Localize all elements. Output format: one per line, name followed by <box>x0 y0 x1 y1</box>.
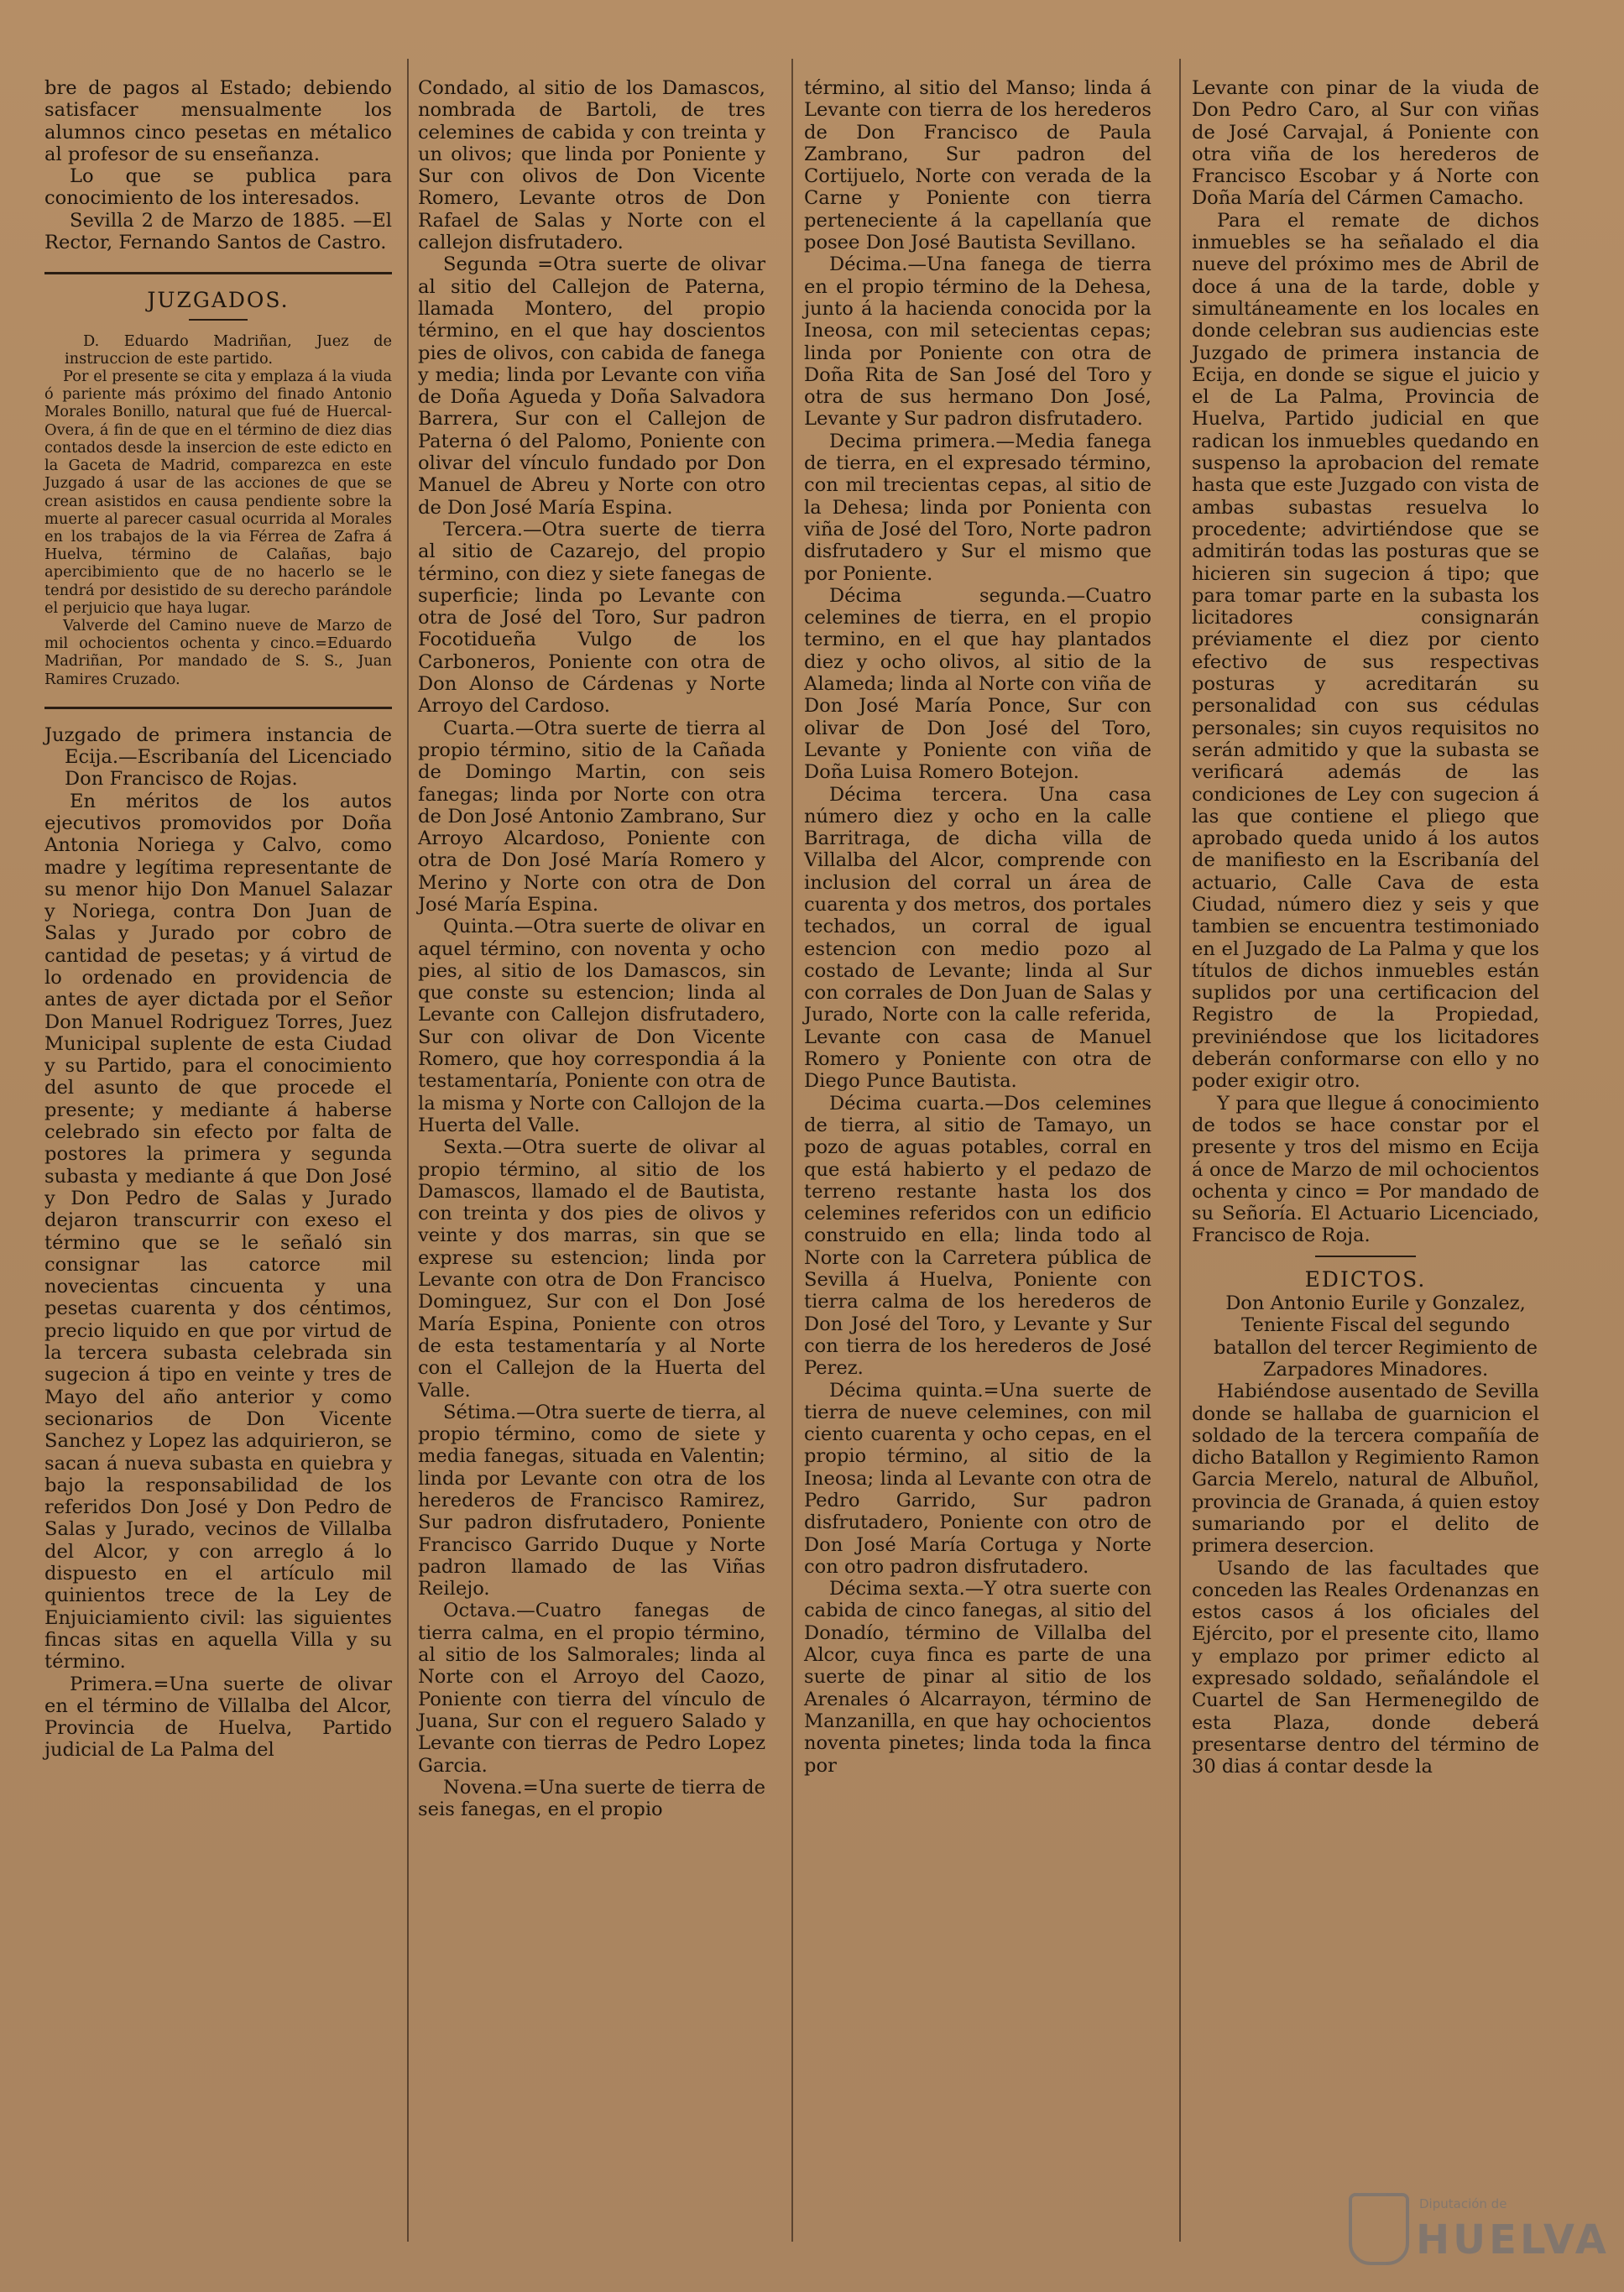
paragraph: Lo que se publica para conocimiento de los interesados. <box>44 165 392 210</box>
column-3 <box>804 77 1151 1777</box>
section-heading: EDICTOS. <box>1304 1266 1427 1292</box>
paragraph: bre de pagos al Estado; debiendo satisfacer mensualmente los alumnos cinco pesetas en métalico al profesor de su enseñanza. <box>44 77 392 165</box>
watermark-text: HUELVA <box>1416 2216 1610 2263</box>
section-divider <box>1315 1256 1416 1257</box>
notice-title: Juzgado de primera instancia de Ecija.—Escribanía del Licenciado Don Francisco de Rojas. <box>44 723 392 791</box>
paragraph: Cuarta.—Otra suerte de tierra al propio término, sitio de la Cañada de Domingo Martin, con seis fanegas; linda por Norte con otra de Don José Antonio Zambrano, Sur Arroyo Alcardoso, Poniente con otra de Don José María Romero y Merino y Norte con otra de Don José María Espina. <box>418 717 765 916</box>
paragraph: Décima cuarta.—Dos celemines de tierra, al sitio de Tamayo, un pozo de aguas potables, corral en que está habierto y el pedazo de terreno restante hasta los dos celemines referidos con un edificio construido en ella; linda todo al Norte con la Carretera pública de Sevilla á Huelva, Poniente con tierra calma de los herederos de Don José del Toro, y Levante y Sur con tierra de los herederos de José Perez. <box>804 1092 1151 1380</box>
paragraph: Valverde del Camino nueve de Marzo de mil ochocientos ochenta y cinco.=Eduardo Madriñan, Por mandado de S. S., Juan Ramires Cruzado. <box>44 616 392 688</box>
paragraph: Segunda =Otra suerte de olivar al sitio del Callejon de Paterna, llamada Montero, del propio término, en el que hay doscientos pies de olivos, con cabida de fanega y media; linda por Levante con viña de Doña Agueda y Doña Salvadora Barrera, Sur con el Callejon de Paterna ó del Palomo, Poniente con olivar del vínculo fundado por Don Manuel de Abreu y Norte con otro de Don José María Espina. <box>418 253 765 519</box>
paragraph: Usando de las facultades que conceden las Reales Ordenanzas en estos casos á los oficiales del Ejército, por el presente cito, llamo y emplazo por primer edicto al expresado soldado, señalándole el Cuartel de San Hermenegildo de esta Plaza, donde deberá presentarse dentro del término de 30 dias á contar desde la <box>1192 1557 1539 1778</box>
notice-title: Don Antonio Eurile y Gonzalez, Teniente Fiscal del segundo batallon del tercer Regimiento de Zarpadores Minadores. <box>1213 1292 1538 1381</box>
paragraph: Sexta.—Otra suerte de olivar al propio término, al sitio de los Damascos, llamado el de Bautista, con treinta y dos pies de olivos y veinte y dos marras, sin que se exprese su estencion; linda por Levante con otra de Don Francisco Dominguez, Sur con el Don José María Espina, Poniente con otros de esta testamentaría y al Norte con el Callejon de la Huerta del Valle. <box>418 1136 765 1402</box>
paragraph: Condado, al sitio de los Damascos, nombrada de Bartoli, de tres celemines de cabida y con treinta y un olivos; que linda por Poniente y Sur con olivos de Don Vicente Romero, Levante otros de Don Rafael de Salas y Norte con el callejon disfrutadero. <box>418 77 765 254</box>
column-4 <box>1192 77 1539 1778</box>
column-rule <box>1179 59 1181 2242</box>
paragraph: Novena.=Una suerte de tierra de seis fanegas, en el propio <box>418 1776 765 1821</box>
paragraph: Décima quinta.=Una suerte de tierra de nueve celemines, con mil ciento cuarenta y ocho cepas, en el propio término, al sitio de la Ineosa; linda al Levante con otra de Pedro Garrido, Sur padron disfrutadero, Poniente con otro de Don José María Cortuga y Norte con otro padron disfrutadero. <box>804 1379 1151 1578</box>
signature-paragraph: Sevilla 2 de Marzo de 1885. —El Rector, Fernando Santos de Castro. <box>44 209 392 254</box>
paragraph: Para el remate de dichos inmuebles se ha señalado el dia nueve del próximo mes de Abril de doce á una de la tarde, doble y simultáneamente en los locales en donde celebran sus audiencias este Juzgado de primera instancia de Ecija, en donde se sigue el juicio y el de La Palma, Provincia de Huelva, Partido judicial en que radican los inmuebles quedando en suspenso la aprobacion del remate hasta que este Juzgado con vista de ambas subastas resuelva lo procedente; advirtiéndose que se admitirán todas las posturas que se hicieren sin sugecion á tipo; que para tomar parte en la subasta los licitadores consignarán préviamente el diez por ciento efectivo de sus respectivas posturas y acreditarán su personalidad con sus cédulas personales; sin cuyos requisitos no serán admitido y que la subasta se verificará además de las condiciones de Ley con sugecion á las que contiene el pliego que aprobado queda unido á los autos de manifiesto en la Escribanía del actuario, Calle Cava de esta Ciudad, número diez y seis y que tambien se encuentra testimoniado en el Juzgado de La Palma y que los títulos de dichos inmuebles están suplidos por una certificacion del Registro de la Propiedad, previniéndose que los licitadores deberán conformarse con ello y no poder exigir otro. <box>1192 209 1539 1093</box>
heading-underline <box>189 319 248 321</box>
paragraph: Décima.—Una fanega de tierra en el propio término de la Dehesa, junto á la hacienda conocida por la Ineosa, con mil setecientas cepas; linda por Poniente con otra de Doña Rita de San José del Toro y otra de sus hermano Don José, Levante y Sur padron disfrutadero. <box>804 253 1151 431</box>
paragraph: Decima primera.—Media fanega de tierra, en el expresado término, con mil trecientas cepas, al sitio de la Dehesa; linda por Ponienta con viña de José del Toro, Norte padron disfrutadero y Sur el mismo que por Poniente. <box>804 430 1151 585</box>
paragraph: Levante con pinar de la viuda de Don Pedro Caro, al Sur con viñas de José Carvajal, á Poniente con otra viña de los herederos de Francisco Escobar y á Norte con Doña María del Cármen Camacho. <box>1192 77 1539 210</box>
notice-title: D. Eduardo Madriñan, Juez de instruccion de este partido. <box>65 332 392 368</box>
paragraph: Décima sexta.—Y otra suerte con cabida de cinco fanegas, al sitio del Donadío, término de Villalba del Alcor, cuya finca es parte de una suerte de pinar al sitio de los Arenales ó Alcarrayon, término de Manzanilla, en que hay ochocientos noventa pinetes; linda toda la finca por <box>804 1578 1151 1777</box>
column-rule <box>407 59 409 2242</box>
section-divider <box>44 707 392 709</box>
watermark-small-text: Diputación de <box>1419 2196 1507 2211</box>
paragraph: Quinta.—Otra suerte de olivar en aquel término, con noventa y ocho pies, al sitio de los Damascos, sin que conste su estencion; linda al Levante con Callejon disfrutadero, Sur con olivar de Don Vicente Romero, que hoy correspondia á la testamentaría, Poniente con otra de la misma y Norte con Callojon de la Huerta del Valle. <box>418 916 765 1136</box>
paragraph: Y para que llegue á conocimiento de todos se hace constar por el presente y tros del mismo en Ecija á once de Marzo de mil ochocientos ochenta y cinco = Por mandado de su Señoría. El Actuario Licenciado, Francisco de Roja. <box>1192 1092 1539 1247</box>
paragraph: Primera.=Una suerte de olivar en el término de Villalba del Alcor, Provincia de Huelva, Partido judicial de La Palma del <box>44 1673 392 1762</box>
paragraph: Por el presente se cita y emplaza á la viuda ó pariente más próximo del finado Antonio Morales Bonillo, natural que fué de Huercal-Overa, á fin de que en el término de diez dias contados desde la insercion de este edicto en la Gaceta de Madrid, comparezca en este Juzgado á usar de las acciones de que se crean asistidos en causa pendiente sobre la muerte al parecer casual ocurrida al Morales en los trabajos de la via Férrea de Zafra á Huelva, término de Calañas, bajo apercibimiento que de no hacerlo se le tendrá por desistido de su derecho parándole el perjuicio que haya lugar. <box>44 368 392 617</box>
section-divider <box>44 272 392 274</box>
paragraph: término, al sitio del Manso; linda á Levante con tierra de los herederos de Don Francisco de Paula Zambrano, Sur padron del Cortijuelo, Norte con verada de la Carne y Poniente con tierra perteneciente á la capellanía que posee Don José Bautista Sevillano. <box>804 77 1151 254</box>
paragraph: Décima tercera. Una casa número diez y ocho en la calle Barritraga, de dicha villa de Villalba del Alcor, comprende con inclusion del corral un área de cuarenta y dos metros, dos portales techados, un corral de igual estencion con medio pozo al costado de Levante; linda al Sur con corrales de Don Juan de Salas y Jurado, Norte con la calle referida, Levante con casa de Manuel Romero y Poniente con otra de Diego Punce Bautista. <box>804 783 1151 1093</box>
section-heading: JUZGADOS. <box>147 288 290 313</box>
column-rule <box>791 59 793 2242</box>
column-1 <box>44 77 392 1762</box>
paragraph: Tercera.—Otra suerte de tierra al sitio de Cazarejo, del propio término, con diez y siete fanegas de superficie; linda po Levante con otra de José del Toro, Sur padron Focotidueña Vulgo de los Carboneros, Poniente con otra de Don Alonso de Cárdenas y Norte Arroyo del Cardoso. <box>418 518 765 718</box>
paragraph: Habiéndose ausentado de Sevilla donde se hallaba de guarnicion el soldado de la tercera compañía de dicho Batallon y Regimiento Ramon Garcia Merelo, natural de Albuñol, provincia de Granada, á quien estoy sumariando por el delito de primera desercion. <box>1192 1381 1540 1558</box>
paragraph: Octava.—Cuatro fanegas de tierra calma, en el propio término, al sitio de los Salmorales; linda al Norte con el Arroyo del Caozo, Poniente con tierra del vínculo de Juana, Sur con el reguero Salado y Levante con tierras de Pedro Lopez Garcia. <box>418 1600 765 1777</box>
column-2 <box>418 77 765 1820</box>
notice-block <box>44 332 392 688</box>
archive-watermark-logo <box>1349 2186 1610 2267</box>
coat-of-arms-icon <box>1349 2193 1409 2265</box>
paragraph: En méritos de los autos ejecutivos promovidos por Doña Antonia Noriega y Calvo, como madre y legítima representante de su menor hijo Don Manuel Salazar y Noriega, contra Don Juan de Salas y Jurado por cobro de cantidad de pesetas; y á virtud de lo ordenado en providencia de antes de ayer dictada por el Señor Don Manuel Rodriguez Torres, Juez Municipal suplente de esta Ciudad y su Partido, para el conocimiento del asunto de que procede el presente; y mediante á haberse celebrado sin efecto por falta de postores la primera y segunda subasta y mediante á que Don José y Don Pedro de Salas y Jurado dejaron transcurrir con exeso el término que se le señaló sin consignar las catorce mil novecientas cincuenta y una pesetas cuarenta y dos céntimos, precio liquido en que por virtud de la tercera subasta celebrada sin sugecion á tipo en veinte y tres de Mayo del año anterior y como secionarios de Don Vicente Sanchez y Lopez las adquirieron, se sacan á nueva subasta en quiebra y bajo la responsabilidad de los referidos Don José y Don Pedro de Salas y Jurado, vecinos de Villalba del Alcor, y con arreglo á lo dispuesto en el artículo mil quinientos trece de la Ley de Enjuiciamiento civil: las siguientes fincas sitas en aquella Villa y su término. <box>44 790 392 1673</box>
paragraph: Décima segunda.—Cuatro celemines de tierra, en el propio termino, en el que hay plantados diez y ocho olivos, al sitio de la Alameda; linda al Norte con viña de Don José María Ponce, Sur con olivar de Don José del Toro, Levante y Poniente con viña de Doña Luisa Romero Botejon. <box>804 584 1151 784</box>
paragraph: Sétima.—Otra suerte de tierra, al propio término, como de siete y media fanegas, situada en Valentin; linda por Levante con otra de los herederos de Francisco Ramirez, Sur padron disfrutadero, Poniente Francisco Garrido Duque y Norte padron llamado de las Viñas Reilejo. <box>418 1401 765 1600</box>
